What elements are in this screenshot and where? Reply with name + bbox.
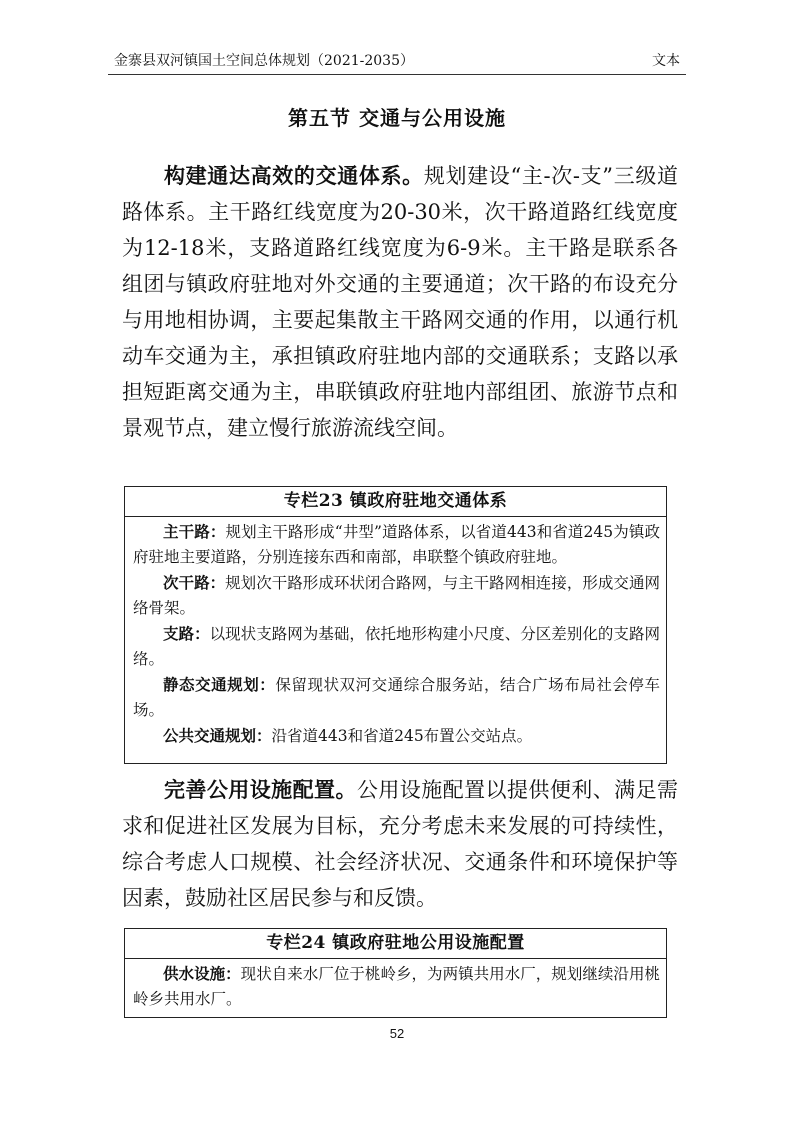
box-item	[133, 672, 660, 723]
box-item	[133, 621, 660, 672]
box-item	[133, 570, 660, 621]
sidebar-box-utilities	[124, 928, 667, 1018]
box-item-text: 以现状支路网为基础，依托地形构建小尺度、分区差别化的支路网络。	[133, 625, 660, 668]
paragraph-utilities	[122, 772, 678, 916]
box-item-text: 保留现状双河交通综合服务站，结合广场布局社会停车场。	[133, 676, 660, 719]
box-body	[125, 517, 666, 749]
document-type: 文本	[652, 53, 680, 69]
box-item-label: 静态交通规划：	[163, 675, 276, 694]
paragraph-body: 规划建设“主-次-支”三级道路体系。主干路红线宽度为20-30米，次干路道路红线宽度为12-18米，支路道路红线宽度为6-9米。主干路是联系各组团与镇政府驻地对外交通的主要通道；次干路的布设充分与用地相协调，主要起集散主干路网交通的作用，以通行机动车交通为主，承担镇政府驻地内部的交通联系；支路以承担短距离交通为主，串联镇政府驻地内部组团、旅游节点和景观节点，建立慢行旅游流线空间。	[122, 164, 678, 440]
box-title: 专栏24 镇政府驻地公用设施配置	[125, 929, 666, 959]
page-number: 52	[389, 1026, 405, 1041]
box-item	[133, 961, 660, 1012]
box-item-text: 沿省道443和省道245布置公交站点。	[271, 727, 533, 745]
box-item-text: 规划主干路形成“井型”道路体系，以省道443和省道245为镇政府驻地主要道路，分别连接东西和南部，串联整个镇政府驻地。	[133, 523, 660, 566]
paragraph-transport	[122, 158, 678, 446]
box-item-text: 现状自来水厂位于桃岭乡，为两镇共用水厂，规划继续沿用桃岭乡共用水厂。	[133, 965, 660, 1008]
box-item-label: 支路：	[163, 624, 210, 643]
box-body	[125, 959, 666, 1012]
box-item-label: 主干路：	[163, 522, 226, 541]
box-item-label: 供水设施：	[163, 964, 241, 983]
paragraph-body: 公用设施配置以提供便利、满足需求和促进社区发展为目标，充分考虑未来发展的可持续性，综合考虑人口规模、社会经济状况、交通条件和环境保护等因素，鼓励社区居民参与和反馈。	[122, 778, 679, 910]
page-header	[108, 46, 686, 75]
box-item	[133, 519, 660, 570]
paragraph-lead: 完善公用设施配置。	[164, 777, 357, 802]
document-title: 金寨县双河镇国土空间总体规划（2021-2035）	[114, 53, 414, 69]
box-item-text: 规划次干路形成环状闭合路网，与主干路网相连接，形成交通网络骨架。	[133, 574, 660, 617]
sidebar-box-transport	[124, 486, 667, 764]
box-title: 专栏23 镇政府驻地交通体系	[125, 487, 666, 517]
box-item-label: 公共交通规划：	[163, 726, 272, 745]
box-item	[133, 723, 660, 749]
paragraph-lead: 构建通达高效的交通体系。	[164, 163, 424, 188]
section-title: 第五节 交通与公用设施	[288, 106, 506, 130]
box-item-label: 次干路：	[163, 573, 226, 592]
